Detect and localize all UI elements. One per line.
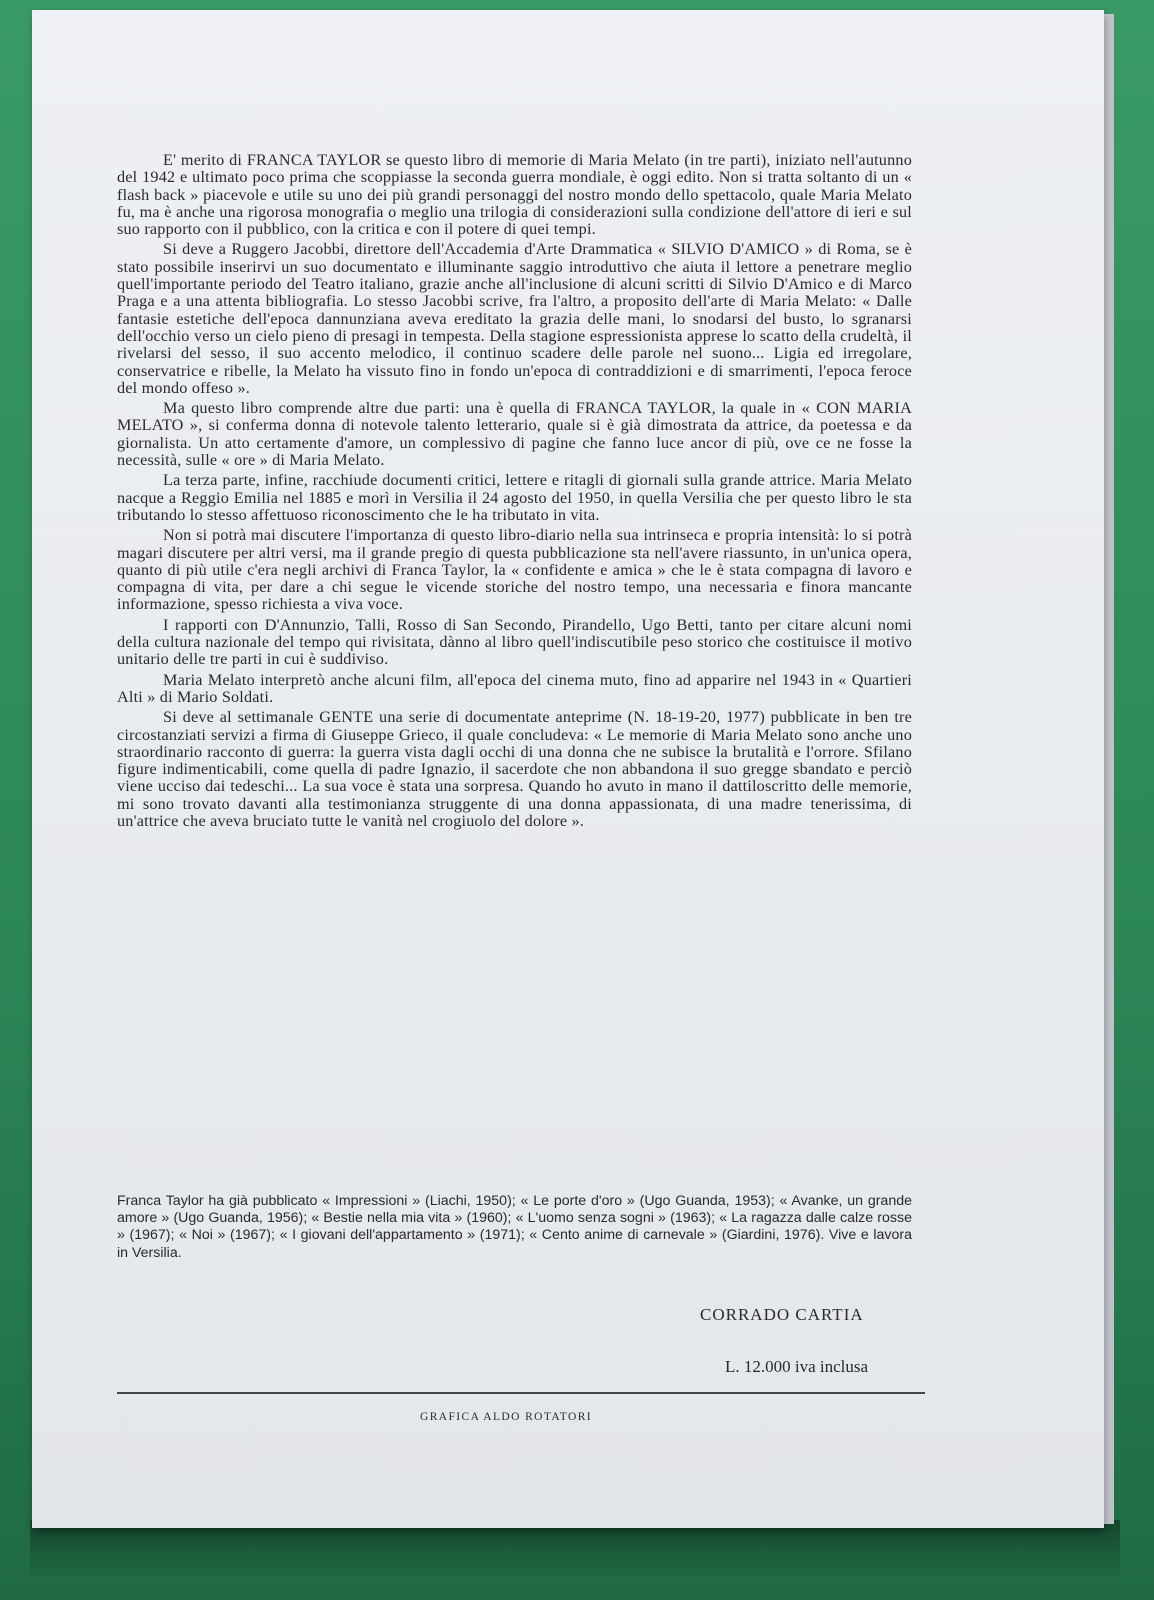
paragraph-4: La terza parte, infine, racchiude documenti critici, lettere e ritagli di giornali sulla grande attrice. Maria Melato nacque a Reggio Emilia nel 1885 e morì in Versilia il 24 agosto del 1950, in quella Versilia che per questo libro le sta tributando lo stesso affettuoso riconoscimento che le ha tributato in vita. [117,471,912,524]
paragraph-3: Ma questo libro comprende altre due parti: una è quella di FRANCA TAYLOR, la quale in « CON MARIA MELATO », si conferma donna di notevole talento letterario, quale si è già dimostrata da attrice, da poetessa e da giornalista. Un atto certamente d'amore, un complessivo di pagine che fanno luce ancor di più, ove ce ne fosse la necessità, sulle « ore » di Maria Melato. [117,399,912,470]
divider-rule [117,1392,925,1394]
paragraph-8: Si deve al settimanale GENTE una serie di documentate anteprime (N. 18-19-20, 1977) pubblicate in ben tre circostanziati servizi a firma di Giuseppe Grieco, il quale concludeva: « Le memorie di Maria Melato sono anche uno straordinario racconto di guerra: la guerra vista dagli occhi di una donna che ne subisce la brutalità e l'orrore. Sfilano figure indimenticabili, come quella di padre Ignazio, il sacerdote che non abbandona il suo gregge sbandato e perciò viene ucciso dai tedeschi... La sua voce è stata una sorpresa. Quando ho avuto in mano il dattiloscritto delle memorie, mi sono trovato davanti alla testimonianza struggente di una donna appassionata, di una madre tenerissima, di un'attrice che aveva bruciato tutte le vanità nel crogiuolo del dolore ». [117,708,912,830]
book-page-edge [1104,14,1114,1524]
printer-credit: GRAFICA ALDO ROTATORI [420,1411,593,1423]
paragraph-5: Non si potrà mai discutere l'importanza di questo libro-diario nella sua intrinseca e propria intensità: lo si potrà magari discutere per altri versi, ma il grande pregio di questa pubblicazione sta nell'avere riassunto, in un'unica opera, quanto di più utile c'era negli archivi di Franca Taylor, la « confidente e amica » che le è stata compagna di lavoro e compagna di vita, per dare a chi segue le vicende storiche del nostro tempo, una necessaria e finora mancante informazione, spesso richiesta a viva voce. [117,526,912,614]
cover-text [117,152,912,830]
author-bibliography: Franca Taylor ha già pubblicato « Impressioni » (Liachi, 1950); « Le porte d'oro » (Ugo Guanda, 1953); « Avanke, un grande amore » (Ugo Guanda, 1956); « Bestie nella mia vita » (1960); « L'uomo senza sogni » (1963); « La ragazza dalle calze rosse » (1967); « Noi » (1967); « I giovani dell'appartamento » (1971); « Cento anime di carnevale » (Giardini, 1976). Vive e lavora in Versilia. [117,1193,912,1261]
paragraph-1: E' merito di FRANCA TAYLOR se questo libro di memorie di Maria Melato (in tre parti), iniziato nell'autunno del 1942 e ultimato poco prima che scoppiasse la seconda guerra mondiale, è oggi edito. Non si tratta soltanto di un « flash back » piacevole e utile su uno dei più grandi personaggi del nostro mondo dello spettacolo, quale Maria Melato fu, ma è anche una rigorosa monografia o meglio una trilogia di considerazioni sulla condizione dell'attore di ieri e sul suo rapporto con il pubblico, con la critica e con il potere di quei tempi. [117,151,912,239]
signature: CORRADO CARTIA [700,1305,864,1324]
price-label: L. 12.000 iva inclusa [725,1357,869,1376]
book-shadow [30,1520,1120,1580]
paragraph-2: Si deve a Ruggero Jacobbi, direttore dell'Accademia d'Arte Drammatica « SILVIO D'AMICO » di Roma, se è stato possibile inserirvi un suo documentato e illuminante saggio introduttivo che aiuta il lettore a penetrare meglio quell'importante periodo del Teatro italiano, grazie anche all'inclusione di alcuni scritti di Silvio D'Amico e di Marco Praga e a una attenta bibliografia. Lo stesso Jacobbi scrive, fra l'altro, a proposito dell'arte di Maria Melato: « Dalle fantasie estetiche dell'epoca dannunziana aveva ereditato la grazia delle mani, lo snodarsi del busto, lo sgranarsi dell'occhio verso un cielo pieno di presagi in tempesta. Della stagione espressionista apprese lo scatto della crudeltà, il rivelarsi del sesso, il suo accento melodico, il continuo scadere delle parole nel suono... Ligia ed irregolare, conservatrice e ribelle, la Melato ha vissuto fino in fondo un'epoca di contraddizioni e di smarrimenti, l'epoca feroce del mondo offeso ». [117,240,912,397]
paragraph-7: Maria Melato interpretò anche alcuni film, all'epoca del cinema muto, fino ad apparire nel 1943 in « Quartieri Alti » di Mario Soldati. [117,670,912,706]
paragraph-6: I rapporti con D'Annunzio, Talli, Rosso di San Secondo, Pirandello, Ugo Betti, tanto per citare alcuni nomi della cultura nazionale del tempo qui rivisitata, dànno al libro quell'indiscutibile peso storico che costituisce il motivo unitario delle tre parti in cui è suddiviso. [117,615,912,669]
